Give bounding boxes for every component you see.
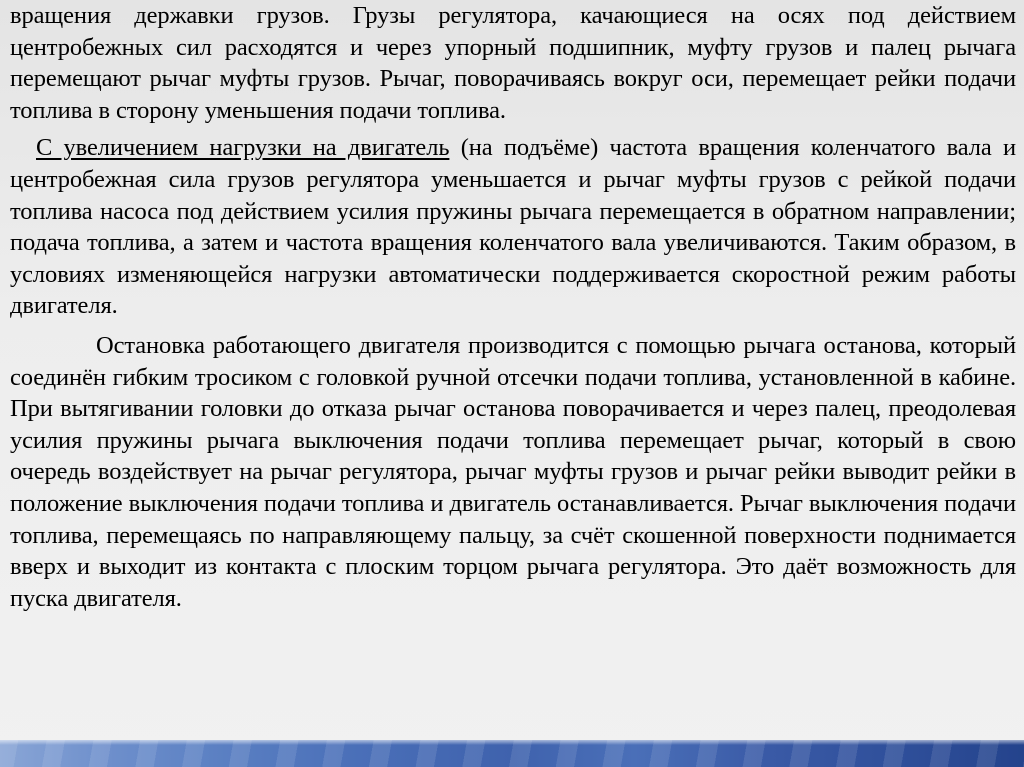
footer-highlight bbox=[0, 740, 1024, 745]
paragraph-text: (на подъёме) частота вращения коленчатого вала и центробежная сила грузов регулятора уменьшается и рычаг муфты грузов с рейкой подачи топлива насоса под действием усилия пружины рычага перемещается в обратном направлении; подача топлива, а затем и частота вращения коленчатого вала увеличиваются. Таким образом, в условиях изменяющейся нагрузки автоматически поддерживается скоростной режим работы двигателя. bbox=[10, 134, 1016, 320]
paragraph-text: Остановка работающего двигателя производится с помощью рычага останова, который соединён гибким тросиком с головкой ручной отсечки подачи топлива, установленной в кабине. При вытягивании головки до отказа рычаг останова поворачивается и через палец, преодолевая усилия пружины рычага выключения подачи топлива перемещает рычаг, который в свою очередь воздействует на рычаг регулятора, рычаг муфты грузов и рычаг рейки выводит рейки в положение выключения подачи топлива и двигатель останавливается. Рычаг выключения подачи топлива, перемещаясь по направляющему пальцу, за счёт скошенной поверхности поднимается вверх и выходит из контакта с плоским торцом рычага регулятора. Это даёт возможность для пуска двигателя. bbox=[10, 331, 1016, 612]
paragraph-engine-stop bbox=[10, 330, 1016, 614]
underlined-phrase: С увеличением нагрузки на двигатель bbox=[36, 134, 450, 162]
paragraph-governor-action bbox=[10, 0, 1016, 126]
paragraph-text: вращения державки грузов. Грузы регулятора, качающиеся на осях под действием центробежных сил расходятся и через упорный подшипник, муфту грузов и палец рычага перемещают рычаг муфты грузов. Рычаг, поворачиваясь вокруг оси, перемещает рейки подачи топлива в сторону уменьшения подачи топлива. bbox=[10, 2, 1016, 124]
slide-body bbox=[10, 0, 1016, 614]
paragraph-load-increase bbox=[10, 132, 1016, 322]
decorative-footer-band bbox=[0, 740, 1024, 767]
